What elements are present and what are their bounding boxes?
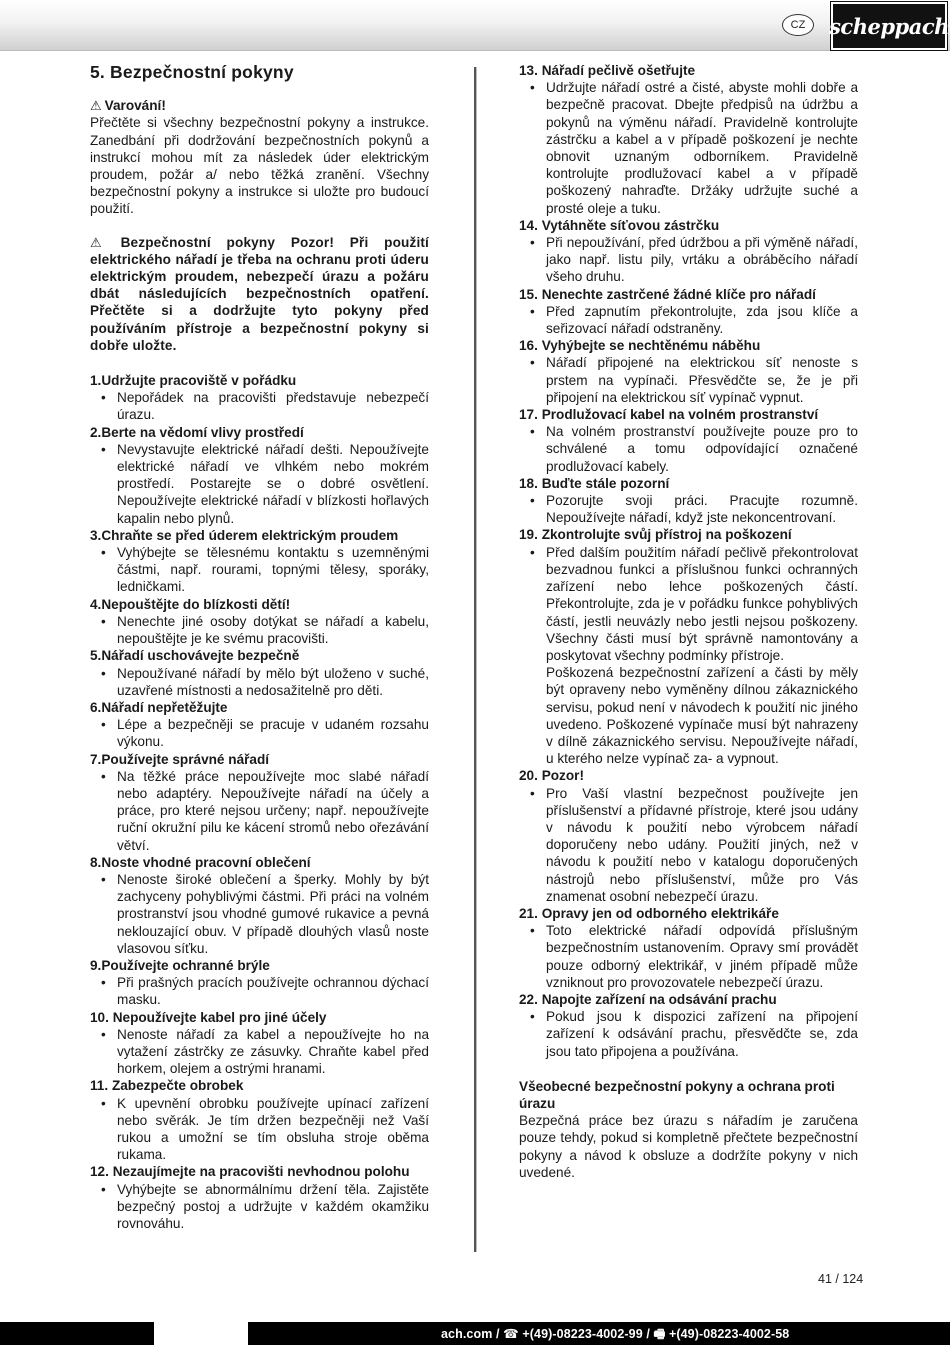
header-bar — [0, 0, 950, 51]
item-heading — [90, 1163, 429, 1180]
bullet-text: • Lépe a bezpečněji se pracuje v udaném rozsahu výkonu. — [90, 716, 429, 750]
item-title: Vyhýbejte se nechtěnému náběhu — [541, 338, 761, 354]
bullet-text: • Před dalším použitím nářadí pečlivě překontrolovat bezvadnou funkci a příslušnou funkci ochranných zařízení nebo lehce poškozených částí. Překontrolujte, zda je v pořádku funkce pohyblivých částí, jestli neuvázly nebo jestli nejsou poškozeny. Všechny části musí být správně namontovány a poskytovat všechny podmínky přístroje. — [519, 544, 858, 664]
item-title: Chraňte se před úderem elektrickým proudem — [101, 527, 399, 543]
bullet-text: • Nenoste široké oblečení a šperky. Mohly by být zachyceny pohyblivými částmi. Při práci na volném prostranství jsou vhodné gumové rukavice a pevná neklouzající obuv. V případě dlouhých vlasů noste vlasovou síťku. — [90, 871, 429, 957]
item-heading — [90, 424, 429, 441]
bullet-text: • Nepoužívané nářadí by mělo být uloženo v suché, uzavřené místnosti a nedosažitelně pro děti. — [90, 665, 429, 699]
item-number: 1. — [90, 373, 102, 389]
item-title: Používejte správné nářadí — [101, 751, 270, 767]
bullet-text: • Toto elektrické nářadí odpovídá příslušným bezpečnostním ustanovením. Opravy smí provádět pouze odborný elektrikář, v jiném případě může vzniknout pro provozovatele nebezpečí úrazu. — [519, 922, 858, 991]
item-heading — [90, 1009, 429, 1026]
item-number: 15. — [519, 286, 538, 302]
item-heading — [519, 62, 858, 79]
item-number: 10. — [90, 1009, 109, 1025]
left-column — [90, 62, 429, 1232]
page-number: 41 / 124 — [818, 1272, 864, 1286]
item-heading — [519, 286, 858, 303]
bullet-text: • Před zapnutím překontrolujte, zda jsou klíče a seřizovací nářadí odstraněny. — [519, 303, 858, 337]
item-title: Vytáhněte síťovou zástrčku — [541, 217, 720, 233]
item-number: 19. — [519, 527, 538, 543]
item-heading — [90, 372, 429, 389]
bullet-text: • Při prašných pracích používejte ochrannou dýchací masku. — [90, 974, 429, 1008]
item-number: 18. — [519, 475, 538, 491]
item-title: Opravy jen od odborného elektrikáře — [541, 905, 779, 921]
item-title: Udržujte pracoviště v pořádku — [101, 373, 297, 389]
bullet-text: • Nenechte jiné osoby dotýkat se nářadí a kabelu, nepouštějte je ke svému pracovišti. — [90, 613, 429, 647]
item-title: Nářadí nepřetěžujte — [101, 699, 228, 715]
right-item-list — [519, 62, 858, 1060]
item-title: Buďte stále pozorní — [541, 475, 670, 491]
warning-triangle-icon: ⚠ — [90, 234, 102, 250]
language-badge: CZ — [782, 14, 814, 36]
warning-heading — [90, 97, 429, 114]
item-heading — [90, 957, 429, 974]
item-title: Nepouštějte do blízkosti dětí! — [101, 596, 291, 612]
bullet-text: • Udržujte nářadí ostré a čisté, abyste mohli dobře a bezpečně pracovat. Dbejte předpisů na údržbu a pokynů na výměnu nářadí. Pravidelně kontrolujte zástrčku a kabel a v případě poškození je nechte obnovit uznaným odborníkem. Pravidelně kontrolujte prodlužovací kabel a v případě poškozený nahraďte. Držáky udržujte suché a prosté oleje a tuku. — [519, 79, 858, 217]
item-number: 3. — [90, 527, 102, 543]
item-heading — [519, 337, 858, 354]
item-heading — [90, 854, 429, 871]
left-item-list — [90, 372, 429, 1232]
item-heading — [519, 526, 858, 543]
item-title: Nářadí pečlivě ošetřujte — [541, 63, 696, 78]
item-heading — [90, 647, 429, 664]
bullet-text: • Vyhýbejte se abnormálnímu držení těla. Zajistěte bezpečný postoj a udržujte v každém okamžiku rovnováhu. — [90, 1181, 429, 1233]
bullet-text: • Na těžké práce nepoužívejte moc slabé nářadí nebo adaptéry. Nepoužívejte nářadí na účely a práce, pro které nejsou určeny; např. nepoužívejte ruční okružní pilu ke kácení stromů nebo ořezávání větví. — [90, 768, 429, 854]
item-number: 21. — [519, 905, 538, 921]
bullet-text: • Na volném prostranství používejte pouze pro to schválené a tomu odpovídající označené prodlužovací kabely. — [519, 423, 858, 475]
item-heading — [90, 596, 429, 613]
item-title: Nezaujímejte na pracovišti nevhodnou polohu — [112, 1164, 410, 1180]
safety-notice-text: Bezpečnostní pokyny Pozor! Při použití elektrického nářadí je třeba na ochranu proti úderu elektrickým proudem, nebezpečí úrazu a požáru dbát následujících bezpečnostních opatření. Přečtěte si a dodržujte tyto pokyny před používáním přístroje a bezpečnostní pokyny si dobře uložte. — [90, 234, 429, 353]
item-heading — [519, 905, 858, 922]
general-heading: Všeobecné bezpečnostní pokyny a ochrana proti úrazu — [519, 1078, 835, 1111]
item-number: 13. — [519, 63, 538, 78]
item-number: 8. — [90, 854, 102, 870]
bullet-text: • Nenoste nářadí za kabel a nepoužívejte ho na vytažení zástrčky ze zásuvky. Chraňte kabel před horkem, olejem a ostrými hranami. — [90, 1026, 429, 1078]
item-title: Napojte zařízení na odsávání prachu — [541, 991, 777, 1007]
footer-contact: ach.com / ☎ +(49)-08223-4002-99 / 🖷 +(49)-08223-4002-58 — [441, 1327, 790, 1341]
item-title: Prodlužovací kabel na volném prostranství — [541, 407, 819, 423]
bullet-continuation: Poškozená bezpečnostní zařízení a části by měly být opraveny nebo vyměněny dílnou zákaznického servisu, pokud není v návodech k použití nic jiného uvedeno. Poškozené vypínače musí být nahrazeny v dílně zákaznického servisu. Nepoužívejte nářadí, u kterého nelze vypínač za- a vypnout. — [546, 665, 858, 767]
bullet-text: • K upevnění obrobku používejte upínací zařízení nebo svěrák. Je tím držen bezpečněji než Vaší rukou a umožní se tím obsluha stroje oběma rukama. — [90, 1095, 429, 1164]
item-number: 17. — [519, 407, 538, 423]
item-heading — [90, 1077, 429, 1094]
safety-notice — [90, 234, 429, 354]
item-title: Nenechte zastrčené žádné klíče pro nářadí — [541, 286, 816, 302]
item-heading — [519, 767, 858, 784]
item-title: Nářadí uschovávejte bezpečně — [101, 648, 300, 664]
item-number: 14. — [519, 217, 538, 233]
warning-text: Přečtěte si všechny bezpečnostní pokyny a instrukce. Zanedbání při dodržování bezpečnostních pokynů a instrukcí mohou mít za následek úder elektrickým proudem, požár a/ nebo těžká zranění. Všechny bezpečnostní pokyny a instrukce si uložte pro budoucí použití. — [90, 115, 429, 217]
footer-gap — [154, 1322, 248, 1345]
bullet-text: • Pro Vaší vlastní bezpečnost používejte jen příslušenství a přídavné přístroje, které jsou udány v návodu k použití nebo výrobcem nářadí doporučeny nebo udány. Použití jiných, než v návodu k použití nebo v katalogu doporučených nástrojů nebo příslušenství, může pro Vás znamenat osobní nebezpečí úrazu. — [519, 785, 858, 905]
item-number: 5. — [90, 648, 102, 664]
item-heading — [519, 475, 858, 492]
item-title: Používejte ochranné brýle — [101, 957, 270, 973]
item-heading — [90, 527, 429, 544]
item-heading — [519, 217, 858, 234]
bullet-text: • Nevystavujte elektrické nářadí dešti. Nepoužívejte elektrické nářadí ve vlhkém nebo mokrém prostředí. Postarejte se o dobré osvětlení. Nepoužívejte elektrické nářadí v blízkosti hořlavých kapalin nebo plynů. — [90, 441, 429, 527]
item-heading — [519, 991, 858, 1008]
bullet-text: • Při nepoužívání, před údržbou a při výměně nářadí, jako např. listu pily, vrtáku a obráběcího nářadí všeho druhu. — [519, 234, 858, 286]
item-number: 9. — [90, 957, 102, 973]
item-title: Zabezpečte obrobek — [111, 1078, 244, 1094]
item-number: 12. — [90, 1164, 109, 1180]
item-title: Zkontrolujte svůj přístroj na poškození — [541, 527, 792, 543]
item-title: Nepoužívejte kabel pro jiné účely — [112, 1009, 327, 1025]
bullet-text: • Nepořádek na pracovišti představuje nebezpečí úrazu. — [90, 389, 429, 423]
item-number: 16. — [519, 338, 538, 354]
item-title: Noste vhodné pracovní oblečení — [101, 854, 311, 870]
bullet-text: • Pozorujte svoji práci. Pracujte rozumně. Nepoužívejte nářadí, když jste nekoncentrovaní. — [519, 492, 858, 526]
item-number: 11. — [90, 1078, 109, 1094]
column-divider — [474, 67, 476, 1252]
item-title: Pozor! — [541, 768, 584, 784]
warning-title: Varování! — [104, 98, 166, 114]
item-number: 6. — [90, 699, 102, 715]
general-text: Bezpečná práce bez úrazu s nářadím je zaručena pouze tehdy, pokud si kompletně přečtete bezpečnostní pokyny a návod k obsluze a dodržíte pokyny v nich uvedené. — [519, 1113, 858, 1180]
right-column — [519, 62, 858, 1181]
item-heading — [90, 699, 429, 716]
item-number: 22. — [519, 991, 538, 1007]
bullet-text: • Vyhýbejte se tělesnému kontaktu s uzemněnými částmi, např. rourami, topnými tělesy, sporáky, ledničkami. — [90, 544, 429, 596]
item-number: 4. — [90, 596, 102, 612]
item-number: 2. — [90, 424, 102, 440]
brand-logo: scheppach — [831, 2, 947, 50]
item-heading — [90, 751, 429, 768]
warning-triangle-icon: ⚠ — [90, 98, 102, 114]
item-number: 20. — [519, 768, 538, 784]
bullet-text: • Nářadí připojené na elektrickou síť nenoste s prstem na vypínači. Přesvědčte se, že je při připojení na elektrickou síť vypínač vypnut. — [519, 354, 858, 406]
item-title: Berte na vědomí vlivy prostředí — [101, 424, 304, 440]
section-title: 5. Bezpečnostní pokyny — [90, 62, 294, 82]
item-heading — [519, 406, 858, 423]
bullet-text: • Pokud jsou k dispozici zařízení na připojení zařízení k odsávání prachu, přesvědčte se, zda jsou tato připojena a používána. — [519, 1008, 858, 1060]
item-number: 7. — [90, 751, 102, 767]
